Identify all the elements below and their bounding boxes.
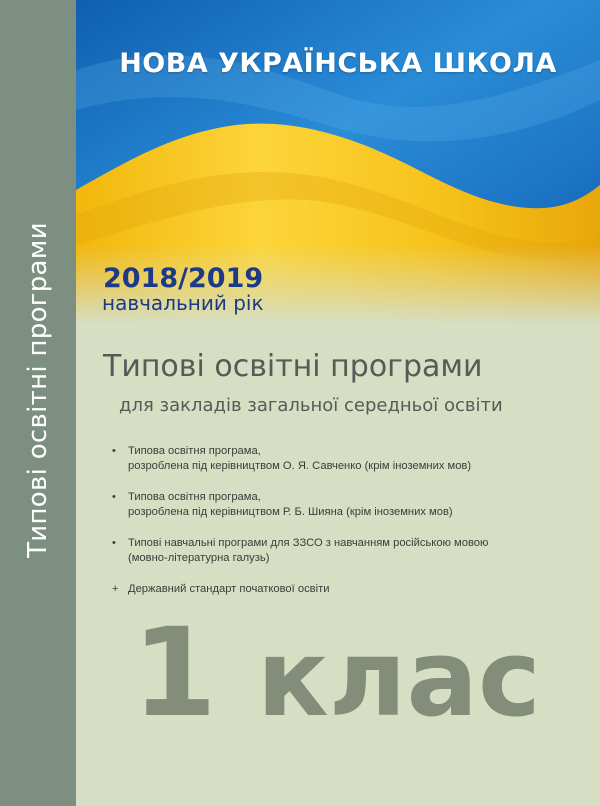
- program-line: розроблена під керівництвом О. Я. Савченко (крім іноземних мов): [128, 460, 472, 472]
- bullet-marker: •: [112, 537, 116, 549]
- program-line: розроблена під керівництвом Р. Б. Шияна (крім іноземних мов): [128, 506, 453, 518]
- program-item: [112, 536, 582, 566]
- program-line: Типові навчальні програми для ЗЗСО з навчанням російською мовою: [128, 537, 489, 549]
- grade-word: клас: [256, 617, 541, 740]
- bullet-marker: •: [112, 491, 116, 503]
- grade-number: 1: [132, 602, 215, 744]
- book-title: Типові освітні програми: [103, 349, 483, 384]
- academic-year-label: навчальний рік: [102, 291, 264, 315]
- program-line: Типова освітня програма,: [128, 445, 261, 457]
- bullet-marker: •: [112, 445, 116, 457]
- book-spine: [0, 0, 76, 806]
- program-line: (мовно-літературна галузь): [128, 552, 270, 564]
- program-item: [112, 490, 582, 520]
- book-subtitle: для закладів загальної середньої освіти: [119, 395, 503, 416]
- program-line: Типова освітня програма,: [128, 491, 261, 503]
- series-title: НОВА УКРАЇНСЬКА ШКОЛА: [119, 48, 557, 79]
- academic-year: 2018/2019: [103, 263, 264, 294]
- plus-marker: +: [112, 583, 119, 595]
- program-list: [112, 444, 582, 613]
- grade-label: [132, 602, 541, 744]
- spine-title: Типові освітні програми: [23, 222, 53, 558]
- program-item: [112, 582, 582, 597]
- program-line: Державний стандарт початкової освіти: [128, 583, 330, 595]
- program-item: [112, 444, 582, 474]
